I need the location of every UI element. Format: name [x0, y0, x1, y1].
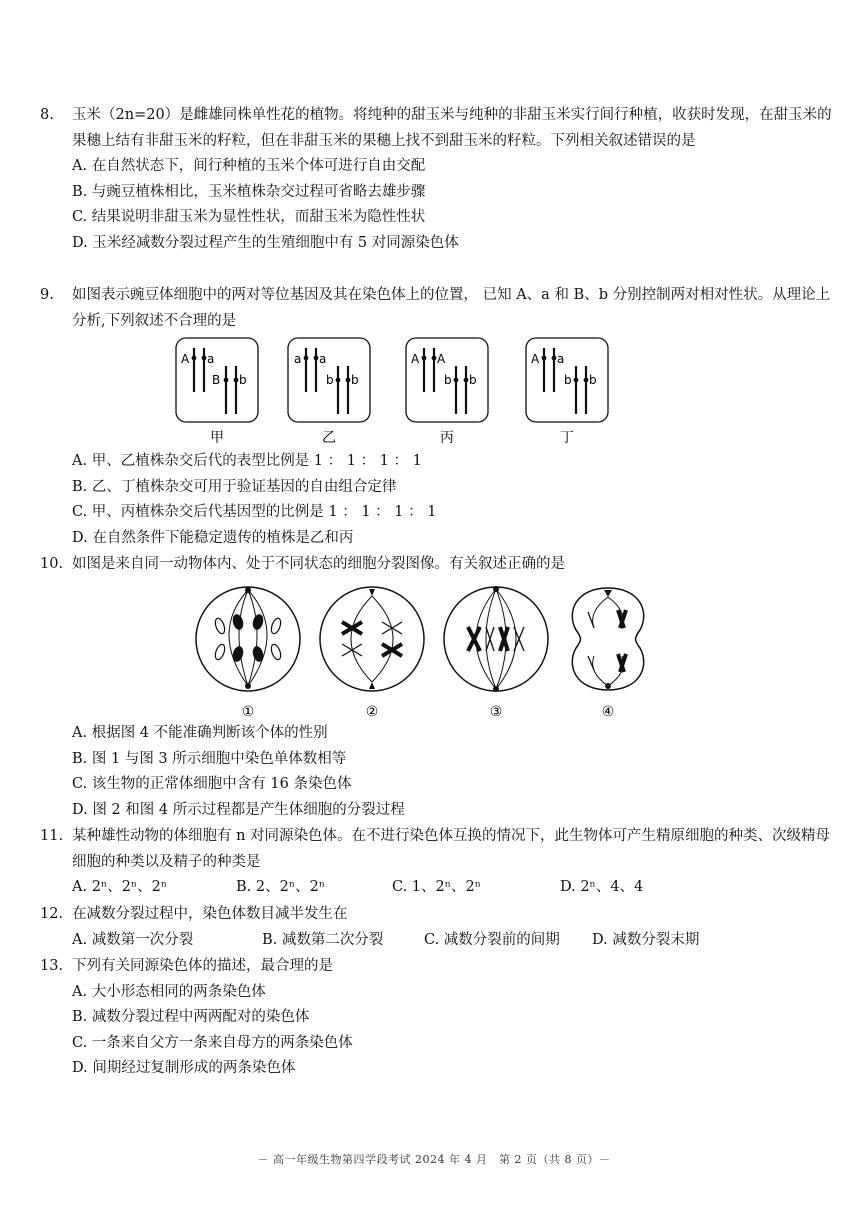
allele-label: b: [444, 373, 452, 387]
allele-label: A: [531, 352, 540, 366]
question-number: 12.: [40, 906, 64, 922]
question-stem: 在减数分裂过程中，染色体数目减半发生在: [72, 906, 348, 922]
allele-label: b: [326, 373, 334, 387]
q9-genotype-figure: [170, 336, 620, 448]
question-stem: 某种雄性动物的体细胞有 n 对同源染色体。在不进行染色体互换的情况下，此生物体可产生精原细胞的种类、次级精母细胞的种类以及精子的种类是: [72, 828, 831, 870]
option-b: B. 减数第二次分裂: [262, 931, 384, 948]
cell-yi: [288, 338, 370, 446]
cell-caption: ②: [365, 704, 379, 720]
option-a: A. 在自然状态下，间行种植的玉米个体可进行自由交配: [72, 158, 426, 174]
option-c: C. 该生物的正常体细胞中含有 16 条染色体: [72, 776, 352, 792]
allele-label: b: [469, 373, 477, 387]
cell-2: [320, 587, 424, 720]
question-number: 10.: [40, 556, 64, 572]
allele-label: b: [589, 373, 597, 387]
cell-caption: ①: [241, 704, 255, 720]
question-stem: 如图表示豌豆体细胞中的两对等位基因及其在染色体上的位置， 已知 A、a 和 B、b 分别控制两对相对性状。从理论上分析,下列叙述不合理的是: [72, 287, 831, 329]
option-row: [72, 875, 840, 901]
option-c: C. 甲、丙植株杂交后代基因型的比例是 1 ： 1 ： 1 ： 1: [72, 504, 437, 520]
option-d: D. 2ⁿ、4、4: [560, 879, 644, 895]
cell-bing: [406, 338, 488, 446]
question-number: 8.: [40, 107, 54, 123]
question-11: [40, 824, 840, 901]
allele-label: b: [564, 373, 572, 387]
allele-label: b: [239, 373, 247, 387]
question-stem: 下列有关同源染色体的描述，最合理的是: [72, 958, 333, 974]
option-b: B. 2、2ⁿ、2ⁿ: [236, 879, 326, 895]
option-c: C. 减数分裂前的间期: [424, 931, 560, 948]
allele-label: a: [319, 352, 327, 366]
option-a: A. 甲、乙植株杂交后代的表型比例是 1 ： 1 ： 1 ： 1: [72, 453, 422, 469]
cell-caption: 丁: [560, 430, 574, 446]
question-10-options: [40, 721, 840, 823]
option-b: B. 减数分裂过程中两两配对的染色体: [72, 1009, 310, 1025]
cell-caption: ④: [601, 704, 615, 720]
allele-label: b: [351, 373, 359, 387]
option-d: D. 减数分裂末期: [592, 931, 700, 948]
allele-label: A: [181, 352, 190, 366]
option-b: B. 与豌豆植株相比，玉米植株杂交过程可省略去雄步骤: [72, 183, 426, 200]
option-c: C. 结果说明非甜玉米为显性性状，而甜玉米为隐性性状: [72, 209, 426, 225]
question-13: [40, 954, 840, 1082]
option-d: D. 在自然条件下能稳定遗传的植株是乙和丙: [72, 529, 354, 546]
option-a: A. 2ⁿ、2ⁿ、2ⁿ: [72, 879, 168, 895]
q10-cell-division-figure: [190, 582, 650, 722]
question-stem: 玉米（2n=20）是雌雄同株单性花的植物。将纯种的甜玉米与纯种的非甜玉米实行间行种植，收获时发现，在甜玉米的果穗上结有非甜玉米的籽粒，但在非甜玉米的果穗上找不到甜玉米的籽粒。下列相关叙述错误的是: [72, 107, 832, 149]
question-10: [40, 552, 840, 578]
cell-ding: [526, 338, 608, 446]
cell-caption: 丙: [440, 430, 454, 446]
option-row: [72, 928, 840, 954]
page-footer: － 高一年级生物第四学段考试 2024 年 4 月 第 2 页（共 8 页）－: [257, 1153, 611, 1166]
question-number: 11.: [40, 828, 64, 844]
allele-label: a: [207, 352, 215, 366]
option-c: C. 1、2ⁿ、2ⁿ: [392, 879, 482, 895]
option-d: D. 玉米经减数分裂过程产生的生殖细胞中有 5 对同源染色体: [72, 234, 459, 251]
option-b: B. 乙、丁植株杂交可用于验证基因的自由组合定律: [72, 478, 397, 495]
option-a: A. 根据图 4 不能准确判断该个体的性别: [72, 725, 328, 741]
option-d: D. 图 2 和图 4 所示过程都是产生体细胞的分裂过程: [72, 801, 405, 818]
cell-1: [196, 587, 300, 720]
question-8: [40, 103, 840, 256]
question-9-options: [40, 449, 840, 551]
option-d: D. 间期经过复制形成的两条染色体: [72, 1060, 296, 1076]
option-b: B. 图 1 与图 3 所示细胞中染色单体数相等: [72, 750, 347, 767]
allele-label: a: [294, 352, 302, 366]
option-a: A. 减数第一次分裂: [72, 931, 194, 948]
question-number: 13.: [40, 958, 64, 974]
allele-label: B: [212, 373, 221, 387]
option-a: A. 大小形态相同的两条染色体: [72, 983, 266, 1000]
question-9: [40, 283, 840, 334]
cell-caption: 甲: [210, 430, 224, 446]
cell-4: [572, 588, 643, 720]
cell-caption: ③: [489, 704, 503, 720]
allele-label: A: [411, 352, 420, 366]
allele-label: a: [557, 352, 565, 366]
question-12: [40, 902, 840, 953]
question-number: 9.: [40, 287, 54, 303]
cell-jia: [176, 338, 258, 446]
cell-3: [444, 586, 548, 720]
allele-label: A: [437, 352, 446, 366]
option-c: C. 一条来自父方一条来自母方的两条染色体: [72, 1034, 353, 1051]
question-stem: 如图是来自同一动物体内、处于不同状态的细胞分裂图像。有关叙述正确的是: [72, 556, 565, 572]
cell-caption: 乙: [322, 430, 336, 446]
